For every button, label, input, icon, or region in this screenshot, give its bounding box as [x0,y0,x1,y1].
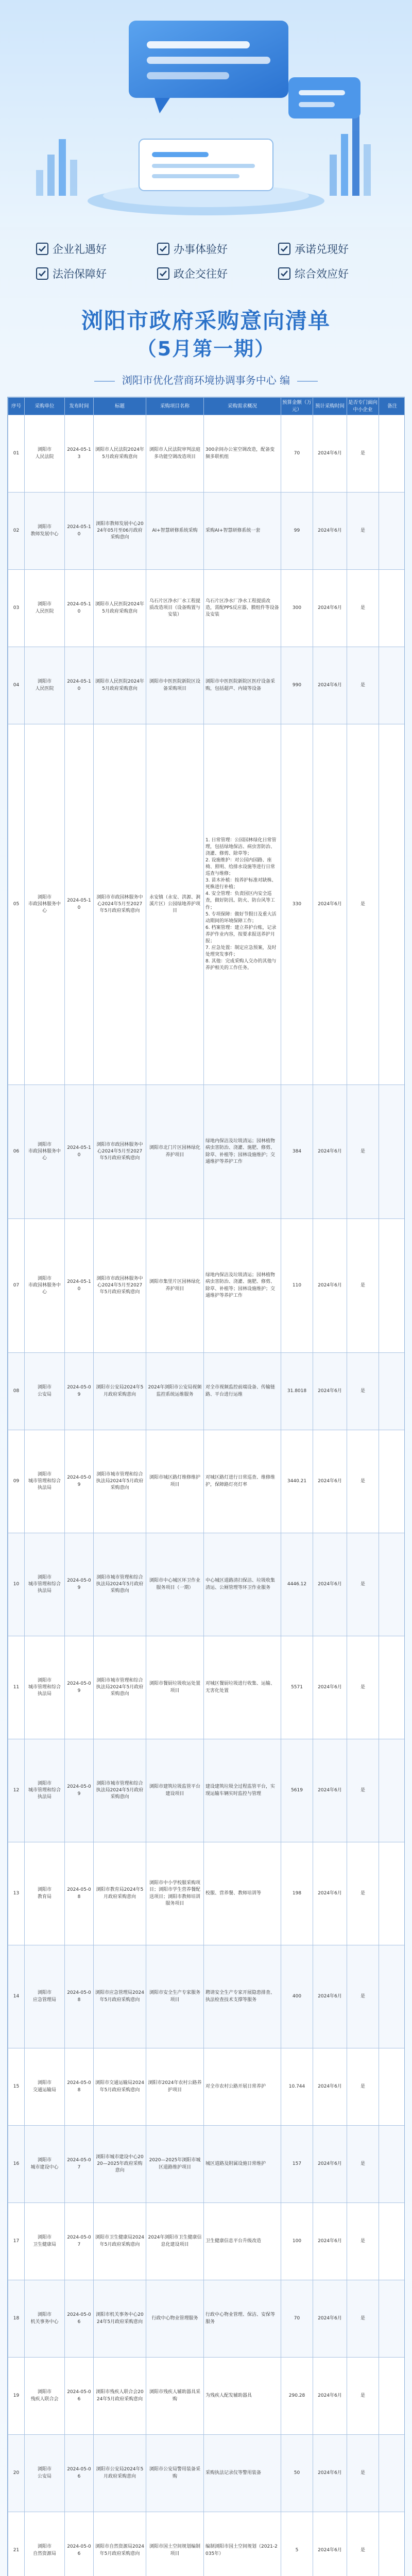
table-cell: 2024年6月 [313,2512,347,2576]
table-row [8,1085,405,1219]
table-cell: 1. 日常管理：公园园林绿化日常管理，包括绿地保洁、病虫害防治、浇灌、修剪、除草等； 2. 设施维护：对公园内园路、座椅、照明、给排水设施等进行日常巡查与维修； 3. 苗木补植：按养护标准对缺株、死株进行补植； 4. 安全管理：负责园区内安全巡查，做好防汛、防火、防台风等工作； 5. 专项保障：做好节假日及重大活动期间的环境保障工作； 6. 档案管理：建立养护台账，记录养护作业内容，按要求报送养护月报； 7. 应急处置：制定应急预案，及时处理突发事件； 8. 其他：完成采购人交办的其他与养护相关的工作任务。 [204,724,281,1085]
table-cell [379,1430,405,1533]
table-cell [379,2358,405,2435]
table-cell: 浏阳市残疾人辅助器具采购 [146,2358,204,2435]
table-cell: 50 [281,2435,313,2512]
table-cell: 浏阳市 城市管理和综合执法局 [25,1533,65,1636]
table-cell: 浏阳市 城市管理和综合执法局 [25,1636,65,1739]
table-cell: 是 [347,1636,379,1739]
table-cell: 31.8018 [281,1353,313,1430]
check-icon [36,243,48,255]
table-cell: 2024年6月 [313,493,347,570]
table-cell: 浏阳市 市政园林服务中心 [25,724,65,1085]
table-cell [379,2126,405,2203]
table-cell: AI+智慧研修系统采购 [146,493,204,570]
slogan [36,241,144,257]
column-header: 标题 [94,398,146,415]
table-cell: 浏阳市 人民医院 [25,570,65,647]
table-cell: 05 [8,724,25,1085]
table-cell: 06 [8,1085,25,1219]
table-cell: 2024-05-06 [65,2280,94,2358]
table-row [8,1636,405,1739]
table-cell: 2024年6月 [313,1219,347,1353]
table-cell: 2024年6月 [313,2203,347,2280]
table-cell: 2024年6月 [313,1085,347,1219]
table-cell: 2024-05-10 [65,1085,94,1219]
table-cell: 2024-05-09 [65,1430,94,1533]
table-row [8,2358,405,2435]
hero-illustration [0,0,412,227]
table-cell: 02 [8,493,25,570]
table-cell: 浏阳市人民医院2024年5月政府采购意向 [94,647,146,724]
table-row [8,1739,405,1842]
table-cell: 是 [347,2280,379,2358]
table-cell [379,1533,405,1636]
table-cell: 2024-05-07 [65,2126,94,2203]
table-cell: 是 [347,1739,379,1842]
column-header: 采购需求概况 [204,398,281,415]
table-cell: 浏阳市城区路灯维修维护项目 [146,1430,204,1533]
table-cell: 浏阳市中医医院新院区医疗设备采购，包括超声、内镜等设备 [204,647,281,724]
table-row [8,2048,405,2126]
table-cell: 浏阳市教师发展中心2024年05月至06月政府采购意向 [94,493,146,570]
table-cell [379,493,405,570]
table-cell: 2024-05-10 [65,570,94,647]
table-cell: 浏阳市 城市管理和综合执法局 [25,1430,65,1533]
table-row [8,647,405,724]
slogan-text: 承诺兑现好 [295,243,349,256]
table-cell: 建设建筑垃圾全过程监管平台，实现运输车辆实时监控与管理 [204,1739,281,1842]
table-cell [379,724,405,1085]
table-cell: 浏阳市人民法院2024年5月政府采购意向 [94,415,146,493]
table-cell: 990 [281,647,313,724]
table-cell: 是 [347,1533,379,1636]
table-cell: 浏阳市 残疾人联合会 [25,2358,65,2435]
check-icon [278,267,290,280]
column-header: 是否专门面向中小企业 [347,398,379,415]
table-cell: 3440.21 [281,1430,313,1533]
table-cell: 10 [8,1533,25,1636]
table-row [8,1430,405,1533]
table-cell: 是 [347,2203,379,2280]
slogan [278,266,386,281]
table-cell: 浏阳市卫生健康局2024年5月政府采购意向 [94,2203,146,2280]
check-icon [36,267,48,280]
table-cell: 2024年浏阳市卫生健康信息化建设项目 [146,2203,204,2280]
table-cell: 城区道路及附属设施日常维护 [204,2126,281,2203]
table-cell [379,1636,405,1739]
table-cell: 2024年6月 [313,415,347,493]
table-cell: 是 [347,1353,379,1430]
table-cell: 2024年6月 [313,1636,347,1739]
table-cell: 浏阳市交通运输局2024年5月政府采购意向 [94,2048,146,2126]
table-cell: 浏阳市人民法院审判法庭多功能空调改造项目 [146,415,204,493]
table-cell: 浏阳市 自然资源局 [25,2512,65,2576]
table-cell: 2024-05-06 [65,2435,94,2512]
table-cell: 是 [347,2048,379,2126]
page-subtitle: （5月第一期） [136,337,276,360]
table-cell: 采购AI+智慧研修系统一套 [204,493,281,570]
slogan-text: 综合效应好 [295,268,349,280]
table-cell: 浏阳市 应急管理局 [25,1945,65,2048]
table-cell: 2024-05-10 [65,647,94,724]
table-cell: 100 [281,2203,313,2280]
table-cell: 浏阳市中小学校服采购项目；浏阳市学生营养餐配送项目；浏阳市教师培训服务项目 [146,1842,204,1945]
table-cell: 卫生健康信息平台升级改造 [204,2203,281,2280]
table-cell: 浏阳市安全生产专家服务项目 [146,1945,204,2048]
table-cell: 行政中心物业管理、保洁、安保等服务 [204,2280,281,2358]
table-cell: 浏阳市机关事务中心2024年5月政府采购意向 [94,2280,146,2358]
table-cell: 2024年6月 [313,2435,347,2512]
table-cell: 10.744 [281,2048,313,2126]
table-cell: 2024年6月 [313,1945,347,2048]
table-cell: 乌石片区净水厂水工程提质改造项目（设备购置与安装） [146,570,204,647]
table-cell: 浏阳市 市政园林服务中心 [25,1085,65,1219]
table-cell [379,2048,405,2126]
table-cell: 2024年6月 [313,1430,347,1533]
table-cell [379,2280,405,2358]
table-cell: 行政中心物业管理服务 [146,2280,204,2358]
table-cell: 15 [8,2048,25,2126]
table-cell: 中心城区道路清扫保洁、垃圾收集清运、公厕管理等环卫作业服务 [204,1533,281,1636]
table-cell: 09 [8,1430,25,1533]
table-row [8,1353,405,1430]
table-cell: 2024年6月 [313,1533,347,1636]
slogan-text: 企业礼遇好 [53,243,107,256]
table-cell: 编制浏阳市国土空间规划（2021-2035年） [204,2512,281,2576]
table-cell: 2024-05-06 [65,2358,94,2435]
table-cell: 是 [347,647,379,724]
table-row [8,2435,405,2512]
table-cell: 浏阳市 公安局 [25,2435,65,2512]
table-cell: 浏阳市市政园林服务中心2024年5月至2027年5月政府采购意向 [94,724,146,1085]
table-cell: 浏阳市城市管理和综合执法局2024年5月政府采购意向 [94,1739,146,1842]
table-cell: 21 [8,2512,25,2576]
table-cell: 是 [347,1842,379,1945]
table-cell: 对城区路灯进行日常巡查、维修维护，保障路灯亮灯率 [204,1430,281,1533]
slogan [278,241,386,257]
table-cell: 采购执法记录仪等警用装备 [204,2435,281,2512]
table-cell: 16 [8,2126,25,2203]
column-header: 采购单位 [25,398,65,415]
table-cell: 2024-05-07 [65,2203,94,2280]
table-cell: 校服、营养餐、教师培训等 [204,1842,281,1945]
table-cell: 4446.12 [281,1533,313,1636]
table-cell: 17 [8,2203,25,2280]
table-cell: 浏阳市中心城区环卫作业服务项目（一期） [146,1533,204,1636]
divider [297,381,318,382]
table-header-row [8,398,405,415]
table-cell: 浏阳市 教师发展中心 [25,493,65,570]
table-cell: 2024年6月 [313,2280,347,2358]
table-cell: 对全市农村公路开展日常养护 [204,2048,281,2126]
slogan [157,266,265,281]
table-cell: 11 [8,1636,25,1739]
table-cell: 12 [8,1739,25,1842]
table-cell: 浏阳市自然资源局2024年5月政府采购意向 [94,2512,146,2576]
table-cell: 浏阳市公安局警用装备采购 [146,2435,204,2512]
table-cell: 浏阳市市政园林服务中心2024年5月至2027年5月政府采购意向 [94,1085,146,1219]
table-row [8,1842,405,1945]
table-cell: 5619 [281,1739,313,1842]
table-cell: 聘请安全生产专家开展隐患排查、执法检查技术支撑等服务 [204,1945,281,2048]
table-cell: 浏阳市 人民医院 [25,647,65,724]
column-header: 预算金额（万元） [281,398,313,415]
column-header: 序号 [8,398,25,415]
table-cell: 19 [8,2358,25,2435]
table-cell: 2024-05-10 [65,724,94,1085]
table-cell: 03 [8,570,25,647]
table-cell [379,647,405,724]
table-cell: 浏阳市 人民法院 [25,415,65,493]
table-cell: 浏阳市餐厨垃圾收运处置项目 [146,1636,204,1739]
table-cell: 14 [8,1945,25,2048]
table-cell: 2024-05-09 [65,1636,94,1739]
table-cell: 198 [281,1842,313,1945]
table-cell: 绿地内保洁及垃圾清运；园林植物病虫害防治、浇灌、施肥、修剪、除草、补植等；园林设施维护；交通维护等养护工作 [204,1219,281,1353]
slogan-text: 政企交往好 [174,268,228,280]
table-cell: 绿地内保洁及垃圾清运；园林植物病虫害防治、浇灌、施肥、修剪、除草、补植等；园林设施维护；交通维护等养护工作 [204,1085,281,1219]
table-cell: 乌石片区净水厂净水工程提质改造，需配PPS反应器、膜组件等设备及安装 [204,570,281,647]
table-cell: 浏阳市国土空间规划编制项目 [146,2512,204,2576]
table-cell: 是 [347,2358,379,2435]
table-cell: 70 [281,2280,313,2358]
table-row [8,493,405,570]
column-header: 备注 [379,398,405,415]
table-cell: 是 [347,1945,379,2048]
table-cell: 2024年浏阳市公安局视频监控系统运维服务 [146,1353,204,1430]
table-cell: 2024-05-10 [65,493,94,570]
table-cell: 384 [281,1085,313,1219]
procurement-table-container [7,397,405,2576]
table-cell: 2024年6月 [313,2126,347,2203]
column-header: 发布时间 [65,398,94,415]
table-cell: 浏阳市 公安局 [25,1353,65,1430]
table-cell: 浏阳市 机关事务中心 [25,2280,65,2358]
table-cell: 157 [281,2126,313,2203]
table-cell [379,1739,405,1842]
table-cell [379,2512,405,2576]
table-cell: 永安镇（永安、洪源、涧溪片区）公园绿地养护项目 [146,724,204,1085]
table-cell: 2024-05-06 [65,2512,94,2576]
table-cell: 13 [8,1842,25,1945]
table-cell: 2024-05-10 [65,1219,94,1353]
table-cell: 2024年6月 [313,1842,347,1945]
table-cell: 04 [8,647,25,724]
table-cell: 浏阳市 教育局 [25,1842,65,1945]
page-title: 浏阳市政府采购意向清单 [81,308,331,333]
table-cell: 是 [347,415,379,493]
table-cell: 2024-05-08 [65,2048,94,2126]
editor-line [0,372,412,387]
table-cell: 400 [281,1945,313,2048]
table-cell: 是 [347,1085,379,1219]
slogan [157,241,265,257]
table-cell: 2024年6月 [313,724,347,1085]
column-header: 预计采购时间 [313,398,347,415]
table-cell: 浏阳市城市管理和综合执法局2024年5月政府采购意向 [94,1636,146,1739]
table-cell: 浏阳市公安局2024年5月政府采购意向 [94,2435,146,2512]
editor-text: 浏阳市优化营商环境协调事务中心 编 [122,374,290,386]
table-cell: 2024-05-08 [65,1842,94,1945]
table-cell: 是 [347,1430,379,1533]
check-icon [278,243,290,255]
table-cell [379,415,405,493]
table-cell: 是 [347,2126,379,2203]
table-cell: 浏阳市城市管理和综合执法局2024年5月政府采购意向 [94,1533,146,1636]
slogans [36,241,386,291]
table-cell: 浏阳市北门片区园林绿化养护项目 [146,1085,204,1219]
table-cell [379,1353,405,1430]
table-cell: 浏阳市残疾人联合会2024年5月政府采购意向 [94,2358,146,2435]
table-cell: 2024年6月 [313,2358,347,2435]
table-cell: 是 [347,493,379,570]
table-cell: 5571 [281,1636,313,1739]
table-cell: 是 [347,724,379,1085]
table-cell: 浏阳市城市建设中心2020—2025年政府采购意向 [94,2126,146,2203]
check-icon [157,267,169,280]
divider [94,381,115,382]
table-cell: 浏阳市人民医院2024年5月政府采购意向 [94,570,146,647]
table-cell: 是 [347,2512,379,2576]
table-cell: 2024年6月 [313,1353,347,1430]
table-cell: 07 [8,1219,25,1353]
table-row [8,724,405,1085]
table-cell: 5 [281,2512,313,2576]
table-cell [379,570,405,647]
table-cell: 浏阳市 城市管理和综合执法局 [25,1739,65,1842]
table-cell: 70 [281,415,313,493]
table-cell: 对城区餐厨垃圾进行收集、运输、无害化处置 [204,1636,281,1739]
table-cell [379,1219,405,1353]
table-row [8,1533,405,1636]
table-cell [379,1842,405,1945]
table-row [8,1219,405,1353]
table-cell: 18 [8,2280,25,2358]
table-cell [379,2203,405,2280]
table-cell: 2024年6月 [313,1739,347,1842]
table-row [8,415,405,493]
table-cell: 是 [347,570,379,647]
table-cell: 浏阳市2024年农村公路养护项目 [146,2048,204,2126]
table-cell: 01 [8,415,25,493]
table-cell: 浏阳市 交通运输局 [25,2048,65,2126]
table-row [8,570,405,647]
table-cell [379,1945,405,2048]
table-row [8,1945,405,2048]
table-cell: 浏阳市 卫生健康局 [25,2203,65,2280]
table-cell: 300余间办公室空调改造，配备变频多联机组 [204,415,281,493]
slogan-row [36,266,386,281]
table-cell: 08 [8,1353,25,1430]
table-row [8,2203,405,2280]
table-cell: 2024-05-09 [65,1533,94,1636]
table-cell: 浏阳市市政园林服务中心2024年5月至2027年5月政府采购意向 [94,1219,146,1353]
table-cell: 2024-05-09 [65,1353,94,1430]
table-cell: 110 [281,1219,313,1353]
table-cell: 浏阳市教育局2024年5月政府采购意向 [94,1842,146,1945]
table-cell: 2024-05-13 [65,415,94,493]
table-cell: 浏阳市公安局2024年5月政府采购意向 [94,1353,146,1430]
table-cell: 330 [281,724,313,1085]
table-row [8,2126,405,2203]
column-header: 采购项目名称 [146,398,204,415]
small-chat-bubble-icon [288,77,360,118]
table-row [8,2512,405,2576]
table-cell: 99 [281,493,313,570]
table-cell: 浏阳市中医医院新院区设备采购项目 [146,647,204,724]
table-cell: 浏阳市集里片区园林绿化养护项目 [146,1219,204,1353]
procurement-table [8,397,405,2576]
table-body [8,415,405,2576]
table-cell: 浏阳市应急管理局2024年5月政府采购意向 [94,1945,146,2048]
table-row [8,2280,405,2358]
table-cell: 2024年6月 [313,570,347,647]
table-cell: 20 [8,2435,25,2512]
table-cell: 浏阳市 市政园林服务中心 [25,1219,65,1353]
table-cell [379,1085,405,1219]
table-cell: 2024年6月 [313,2048,347,2126]
table-cell: 是 [347,1219,379,1353]
table-cell: 浏阳市 城市建设中心 [25,2126,65,2203]
table-cell: 2024-05-08 [65,1945,94,2048]
slogan-text: 法治保障好 [53,268,107,280]
table-cell: 浏阳市城市管理和综合执法局2024年5月政府采购意向 [94,1430,146,1533]
table-cell: 2024-05-09 [65,1739,94,1842]
slogan-text: 办事体验好 [174,243,228,256]
table-cell: 2024年6月 [313,647,347,724]
table-cell: 为残疾人配发辅助器具 [204,2358,281,2435]
slogan-row [36,241,386,257]
table-cell: 浏阳市建筑垃圾监管平台建设项目 [146,1739,204,1842]
check-icon [157,243,169,255]
table-cell: 2020—2025年浏阳市城区道路维护项目 [146,2126,204,2203]
table-cell: 对全市视频监控前端设备、传输链路、平台进行运维 [204,1353,281,1430]
table-cell [379,2435,405,2512]
table-cell: 是 [347,2435,379,2512]
table-cell: 300 [281,570,313,647]
table-cell: 290.28 [281,2358,313,2435]
slogan [36,266,144,281]
